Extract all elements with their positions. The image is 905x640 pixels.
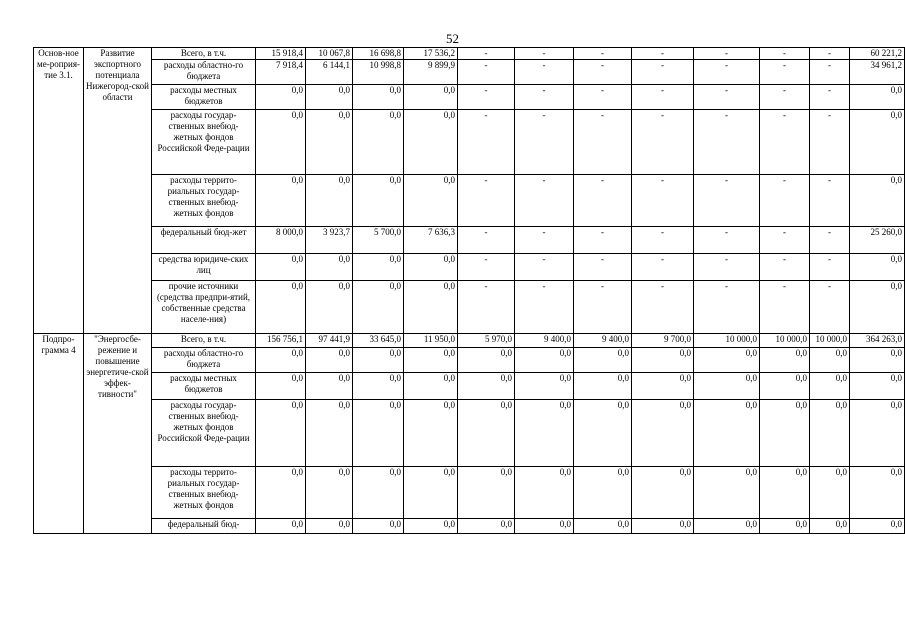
value-cell: 0,0 xyxy=(632,467,694,519)
value-cell: 0,0 xyxy=(306,85,353,110)
value-cell: 0,0 xyxy=(306,110,353,175)
table-row xyxy=(34,60,905,85)
value-cell: 0,0 xyxy=(256,519,306,534)
value-cell: 0,0 xyxy=(353,254,404,281)
value-cell: - xyxy=(458,110,515,175)
value-cell: - xyxy=(515,60,574,85)
value-cell: - xyxy=(574,254,632,281)
value-cell: 0,0 xyxy=(306,467,353,519)
value-cell: - xyxy=(632,85,694,110)
value-cell: 0,0 xyxy=(256,467,306,519)
value-cell: 0,0 xyxy=(404,400,458,467)
value-cell: - xyxy=(810,110,850,175)
value-cell: - xyxy=(458,175,515,227)
value-cell: 9 700,0 xyxy=(632,334,694,348)
value-cell: 9 400,0 xyxy=(515,334,574,348)
value-cell: 0,0 xyxy=(353,400,404,467)
funding-source: расходы областно-го бюджета xyxy=(152,60,256,85)
value-cell: 0,0 xyxy=(632,373,694,400)
value-cell: 0,0 xyxy=(760,400,810,467)
value-cell: 6 144,1 xyxy=(306,60,353,85)
total-cell: 364 263,0 xyxy=(850,334,905,348)
value-cell: 0,0 xyxy=(810,348,850,373)
value-cell: 0,0 xyxy=(458,400,515,467)
funding-source: расходы областно-го бюджета xyxy=(152,348,256,373)
value-cell: 0,0 xyxy=(515,400,574,467)
table-row xyxy=(34,348,905,373)
value-cell: 0,0 xyxy=(306,400,353,467)
table-row xyxy=(34,281,905,334)
table-row xyxy=(34,48,905,60)
value-cell: 0,0 xyxy=(256,281,306,334)
table-row xyxy=(34,227,905,254)
value-cell: 33 645,0 xyxy=(353,334,404,348)
value-cell: 0,0 xyxy=(306,281,353,334)
value-cell: 0,0 xyxy=(256,400,306,467)
value-cell: 11 950,0 xyxy=(404,334,458,348)
value-cell: - xyxy=(760,110,810,175)
value-cell: 0,0 xyxy=(810,467,850,519)
table-row xyxy=(34,400,905,467)
value-cell: 0,0 xyxy=(632,400,694,467)
table-row xyxy=(34,175,905,227)
funding-source: Всего, в т.ч. xyxy=(152,48,256,60)
value-cell: - xyxy=(760,85,810,110)
value-cell: - xyxy=(760,175,810,227)
value-cell: - xyxy=(694,281,760,334)
value-cell: 0,0 xyxy=(694,348,760,373)
value-cell: 16 698,8 xyxy=(353,48,404,60)
value-cell: - xyxy=(694,227,760,254)
value-cell: - xyxy=(810,254,850,281)
funding-source: федеральный бюд-жет xyxy=(152,227,256,254)
value-cell: - xyxy=(458,254,515,281)
value-cell: - xyxy=(458,281,515,334)
value-cell: 0,0 xyxy=(760,373,810,400)
total-cell: 0,0 xyxy=(850,400,905,467)
value-cell: 0,0 xyxy=(404,348,458,373)
value-cell: 0,0 xyxy=(515,519,574,534)
value-cell: 0,0 xyxy=(404,175,458,227)
total-cell: 60 221,2 xyxy=(850,48,905,60)
value-cell: 0,0 xyxy=(256,175,306,227)
value-cell: 0,0 xyxy=(574,519,632,534)
value-cell: - xyxy=(694,48,760,60)
value-cell: 0,0 xyxy=(694,519,760,534)
value-cell: - xyxy=(632,110,694,175)
value-cell: 0,0 xyxy=(353,519,404,534)
value-cell: 0,0 xyxy=(458,348,515,373)
value-cell: - xyxy=(632,60,694,85)
value-cell: - xyxy=(574,60,632,85)
value-cell: - xyxy=(760,60,810,85)
value-cell: 9 899,9 xyxy=(404,60,458,85)
value-cell: 0,0 xyxy=(694,467,760,519)
funding-source: расходы государ-ственных внебюд-жетных фондов Российской Феде-рации xyxy=(152,400,256,467)
value-cell: - xyxy=(574,227,632,254)
program-label: Основ-ное ме-роприя-тие 3.1. xyxy=(34,48,84,334)
value-cell: 0,0 xyxy=(306,254,353,281)
value-cell: - xyxy=(574,175,632,227)
value-cell: 0,0 xyxy=(574,373,632,400)
funding-source: расходы государ-ственных внебюд-жетных фондов Российской Феде-рации xyxy=(152,110,256,175)
value-cell: 0,0 xyxy=(404,519,458,534)
value-cell: 0,0 xyxy=(306,175,353,227)
funding-source: расходы террито-риальных государ-ственных внебюд-жетных фондов xyxy=(152,175,256,227)
table-body xyxy=(34,48,905,534)
value-cell: 0,0 xyxy=(306,373,353,400)
total-cell: 0,0 xyxy=(850,373,905,400)
value-cell: 9 400,0 xyxy=(574,334,632,348)
value-cell: 0,0 xyxy=(353,85,404,110)
table-row xyxy=(34,110,905,175)
value-cell: - xyxy=(810,48,850,60)
value-cell: 0,0 xyxy=(515,373,574,400)
value-cell: 0,0 xyxy=(353,348,404,373)
total-cell: 0,0 xyxy=(850,519,905,534)
value-cell: - xyxy=(632,175,694,227)
table-row xyxy=(34,519,905,534)
value-cell: - xyxy=(632,254,694,281)
value-cell: 0,0 xyxy=(306,519,353,534)
value-cell: 0,0 xyxy=(810,373,850,400)
value-cell: 17 536,2 xyxy=(404,48,458,60)
value-cell: 0,0 xyxy=(256,254,306,281)
value-cell: - xyxy=(515,110,574,175)
value-cell: - xyxy=(694,110,760,175)
value-cell: - xyxy=(574,85,632,110)
value-cell: 0,0 xyxy=(760,519,810,534)
value-cell: - xyxy=(515,227,574,254)
value-cell: 0,0 xyxy=(574,348,632,373)
funding-source: расходы местных бюджетов xyxy=(152,373,256,400)
value-cell: 0,0 xyxy=(353,467,404,519)
value-cell: 0,0 xyxy=(694,400,760,467)
value-cell: 0,0 xyxy=(353,373,404,400)
value-cell: 10 000,0 xyxy=(810,334,850,348)
value-cell: - xyxy=(810,175,850,227)
value-cell: - xyxy=(515,85,574,110)
value-cell: 0,0 xyxy=(404,85,458,110)
funding-source: средства юридиче-ских лиц xyxy=(152,254,256,281)
funding-source: расходы местных бюджетов xyxy=(152,85,256,110)
value-cell: - xyxy=(760,48,810,60)
value-cell: 0,0 xyxy=(404,467,458,519)
value-cell: - xyxy=(810,227,850,254)
value-cell: - xyxy=(632,227,694,254)
value-cell: - xyxy=(515,48,574,60)
value-cell: 0,0 xyxy=(632,519,694,534)
value-cell: - xyxy=(760,227,810,254)
table-row xyxy=(34,373,905,400)
value-cell: 0,0 xyxy=(810,400,850,467)
table-row xyxy=(34,334,905,348)
total-cell: 0,0 xyxy=(850,348,905,373)
value-cell: - xyxy=(632,281,694,334)
value-cell: 0,0 xyxy=(353,110,404,175)
value-cell: 0,0 xyxy=(353,281,404,334)
value-cell: 0,0 xyxy=(760,467,810,519)
program-name: "Энергосбе-режение и повышение энергетиче-ской эффек-тивности" xyxy=(84,334,152,534)
funding-source: расходы террито-риальных государ-ственных внебюд-жетных фондов xyxy=(152,467,256,519)
table-row xyxy=(34,467,905,519)
total-cell: 34 961,2 xyxy=(850,60,905,85)
value-cell: - xyxy=(810,60,850,85)
value-cell: - xyxy=(632,48,694,60)
total-cell: 25 260,0 xyxy=(850,227,905,254)
value-cell: - xyxy=(760,254,810,281)
value-cell: 0,0 xyxy=(574,400,632,467)
value-cell: - xyxy=(515,254,574,281)
value-cell: - xyxy=(515,175,574,227)
value-cell: 5 970,0 xyxy=(458,334,515,348)
page-number: 52 xyxy=(446,31,459,46)
value-cell: 0,0 xyxy=(458,519,515,534)
value-cell: 0,0 xyxy=(404,110,458,175)
value-cell: 10 998,8 xyxy=(353,60,404,85)
total-cell: 0,0 xyxy=(850,110,905,175)
value-cell: 0,0 xyxy=(404,254,458,281)
total-cell: 0,0 xyxy=(850,254,905,281)
value-cell: - xyxy=(694,60,760,85)
value-cell: 0,0 xyxy=(404,373,458,400)
budget-table xyxy=(33,47,905,534)
value-cell: 5 700,0 xyxy=(353,227,404,254)
value-cell: 0,0 xyxy=(404,281,458,334)
value-cell: 0,0 xyxy=(458,373,515,400)
value-cell: 0,0 xyxy=(256,110,306,175)
total-cell: 0,0 xyxy=(850,281,905,334)
value-cell: 0,0 xyxy=(632,348,694,373)
table-row xyxy=(34,85,905,110)
value-cell: 0,0 xyxy=(306,348,353,373)
value-cell: - xyxy=(574,110,632,175)
funding-source: прочие источники (средства предпри-ятий, собственные средства населе-ния) xyxy=(152,281,256,334)
funding-source: Всего, в т.ч. xyxy=(152,334,256,348)
value-cell: 0,0 xyxy=(810,519,850,534)
value-cell: - xyxy=(694,254,760,281)
value-cell: 0,0 xyxy=(256,348,306,373)
value-cell: 0,0 xyxy=(515,348,574,373)
value-cell: 97 441,9 xyxy=(306,334,353,348)
value-cell: - xyxy=(458,227,515,254)
value-cell: - xyxy=(694,85,760,110)
table-row xyxy=(34,254,905,281)
value-cell: 10 000,0 xyxy=(760,334,810,348)
value-cell: 0,0 xyxy=(574,467,632,519)
value-cell: - xyxy=(574,281,632,334)
value-cell: - xyxy=(458,48,515,60)
program-name: Развитие экспортного потенциала Нижегород-ской области xyxy=(84,48,152,334)
total-cell: 0,0 xyxy=(850,467,905,519)
value-cell: 0,0 xyxy=(694,373,760,400)
value-cell: 0,0 xyxy=(256,373,306,400)
value-cell: 7 636,3 xyxy=(404,227,458,254)
value-cell: - xyxy=(760,281,810,334)
value-cell: 10 067,8 xyxy=(306,48,353,60)
value-cell: - xyxy=(574,48,632,60)
total-cell: 0,0 xyxy=(850,85,905,110)
value-cell: 0,0 xyxy=(256,85,306,110)
funding-source: федеральный бюд- xyxy=(152,519,256,534)
value-cell: 0,0 xyxy=(515,467,574,519)
program-label: Подпро-грамма 4 xyxy=(34,334,84,534)
value-cell: - xyxy=(515,281,574,334)
value-cell: - xyxy=(694,175,760,227)
value-cell: 15 918,4 xyxy=(256,48,306,60)
value-cell: - xyxy=(810,281,850,334)
value-cell: - xyxy=(458,60,515,85)
value-cell: 0,0 xyxy=(760,348,810,373)
value-cell: 10 000,0 xyxy=(694,334,760,348)
total-cell: 0,0 xyxy=(850,175,905,227)
value-cell: 3 923,7 xyxy=(306,227,353,254)
value-cell: 7 918,4 xyxy=(256,60,306,85)
value-cell: 156 756,1 xyxy=(256,334,306,348)
value-cell: - xyxy=(810,85,850,110)
value-cell: 0,0 xyxy=(458,467,515,519)
value-cell: 0,0 xyxy=(353,175,404,227)
value-cell: - xyxy=(458,85,515,110)
value-cell: 8 000,0 xyxy=(256,227,306,254)
